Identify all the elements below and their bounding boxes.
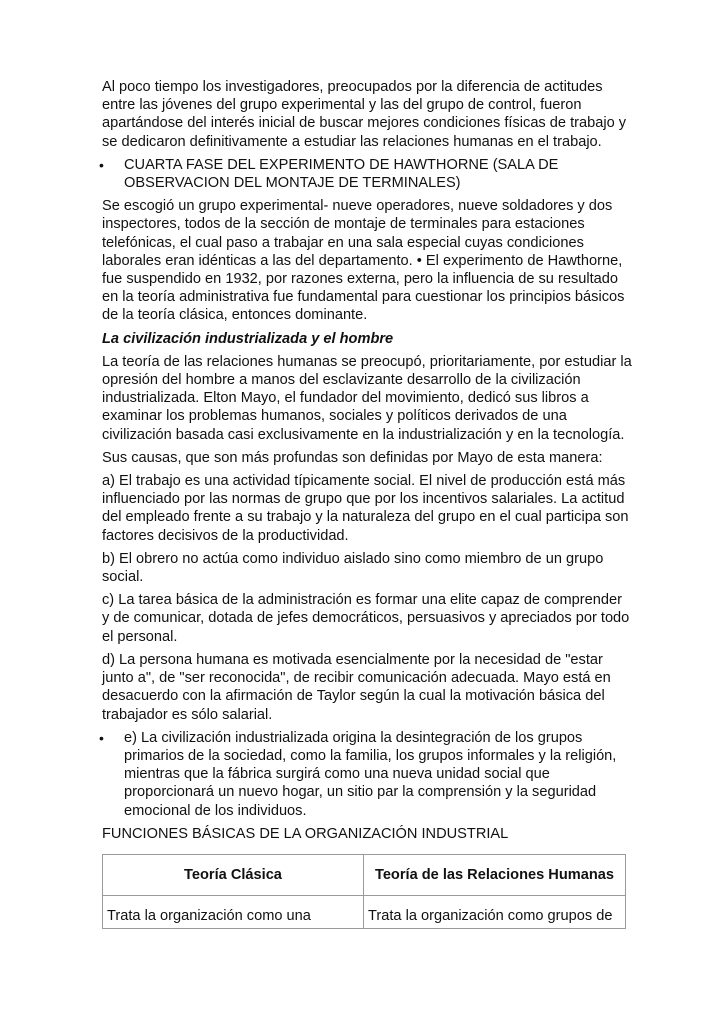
paragraph-c: c) La tarea básica de la administración es formar una elite capaz de comprender y de comunicar, dotada de jefes democráticos, persuasivos y apreciados por todo el personal. xyxy=(102,592,630,645)
table-row xyxy=(103,895,626,928)
section-heading: La civilización industrializada y el hombre xyxy=(102,330,394,347)
paragraph-theory: La teoría de las relaciones humanas se preocupó, prioritariamente, por estudiar la opresión del hombre a manos del esclavizante desarrollo de la civilización industrializada. Elton Mayo, el fundador del movimiento, dedicó sus libros a examinar los problemas humanos, sociales y políticos derivados de una civilización basada casi exclusivamente en la industrialización y en la tecnología. xyxy=(102,353,632,443)
bullet-item-cuarta-fase xyxy=(99,156,632,192)
bullet-item-e xyxy=(99,729,632,820)
paragraph-d: d) La persona humana es motivada esencialmente por la necesidad de "estar junto a", de "ser reconocida", de recibir comunicación adecuada. Mayo está en desacuerdo con la afirmación de Taylor según la cual la motivación básica del trabajador es sólo salarial. xyxy=(102,651,611,723)
table-header-cell: Teoría Clásica xyxy=(103,854,364,895)
bullet-text: e) La civilización industrializada origina la desintegración de los grupos primarios de la sociedad, como la familia, los grupos informales y la religión, mientras que la fábrica surgirá como una nueva unidad social que proporcionará un nuevo hogar, un sitio par la comprensión y la seguridad emocional de los individuos. xyxy=(124,729,617,819)
paragraph-experiment: Se escogió un grupo experimental- nueve operadores, nueve soldadores y dos inspectores, todos de la sección de montaje de terminales para estaciones telefónicas, el cual paso a trabajar en una sala especial cuyas condiciones laborales eran idénticas a las del departamento. • El experimento de Hawthorne, fue suspendido en 1932, por razones externa, pero la influencia de su resultado en la teoría administrativa fue fundamental para cuestionar los principios básicos de la teoría clásica, entonces dominante. xyxy=(102,198,625,324)
table-cell: Trata la organización como grupos de xyxy=(364,895,626,928)
paragraph-intro: Al poco tiempo los investigadores, preocupados por la diferencia de actitudes entre las jóvenes del grupo experimental y las del grupo de control, fueron apartándose del interés inicial de buscar mejores condiciones físicas de trabajo y se dedicaron definitivamente a estudiar las relaciones humanas en el trabajo. xyxy=(102,79,627,150)
comparison-table xyxy=(102,854,626,929)
bullet-icon: • xyxy=(99,729,104,746)
table-cell: Trata la organización como una xyxy=(103,895,364,928)
table-header-cell: Teoría de las Relaciones Humanas xyxy=(364,854,626,895)
bullet-icon: • xyxy=(99,156,104,173)
paragraph-b: b) El obrero no actúa como individuo aislado sino como miembro de un grupo social. xyxy=(102,550,604,586)
paragraph-funciones: FUNCIONES BÁSICAS DE LA ORGANIZACIÓN INDUSTRIAL xyxy=(102,825,509,842)
paragraph-causes: Sus causas, que son más profundas son definidas por Mayo de esta manera: xyxy=(102,449,603,466)
table-header-row xyxy=(103,854,626,895)
bullet-text: CUARTA FASE DEL EXPERIMENTO DE HAWTHORNE (SALA DE OBSERVACION DEL MONTAJE DE TERMINALES) xyxy=(124,156,559,192)
paragraph-a: a) El trabajo es una actividad típicamente social. El nivel de producción está más influenciado por las normas de grupo que por los incentivos salariales. La actitud del empleado frente a su trabajo y la naturaleza del grupo en el cual participa son factores decisivos de la productividad. xyxy=(102,473,629,544)
document-page xyxy=(99,78,632,929)
